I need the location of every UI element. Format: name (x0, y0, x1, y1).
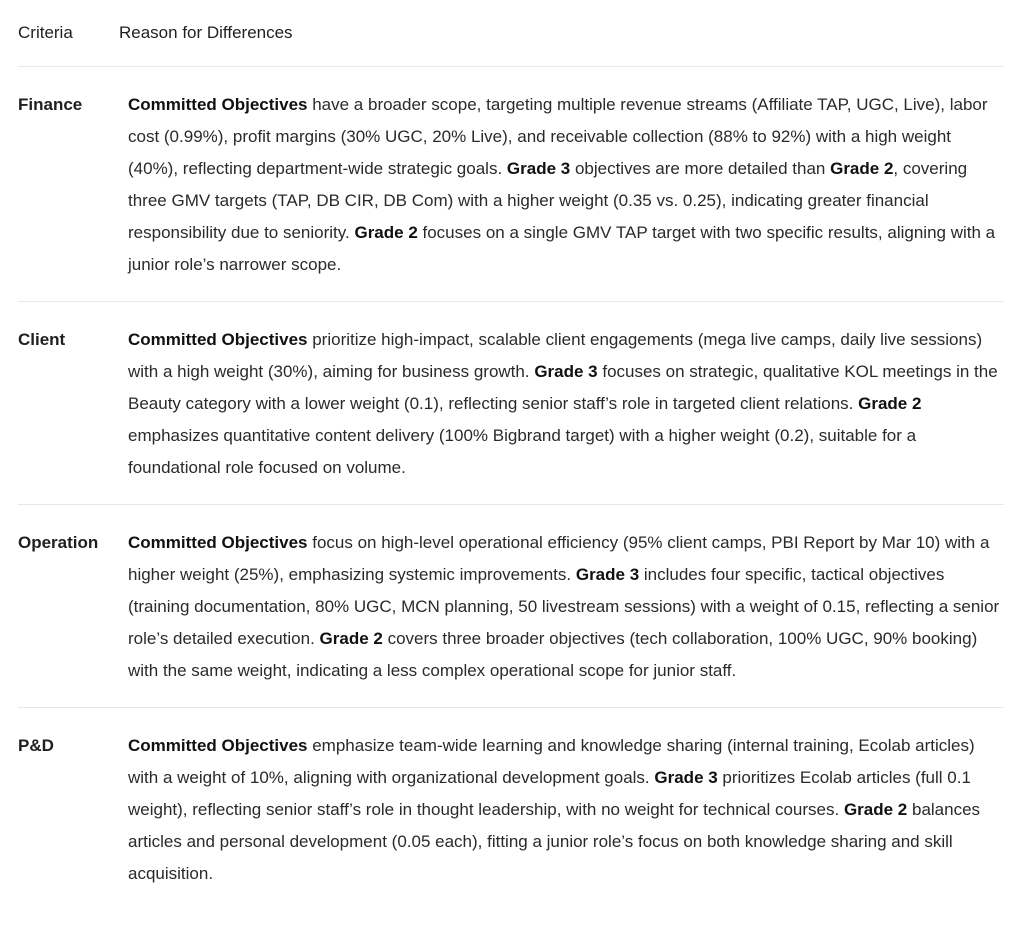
table-body (0, 67, 1024, 910)
table-row (18, 302, 1004, 505)
reason-text: focus on high-level operational efficiency (95% client camps, PBI Report by Mar 10) with a higher weight (25%), emphasizing systemic improvements. (128, 533, 990, 584)
reason-emphasis: Grade 2 (830, 159, 894, 178)
reason-text: balances articles and personal development (0.05 each), fitting a junior role’s focus on both knowledge sharing and skill acquisition. (128, 800, 981, 883)
reason-text: covers three broader objectives (tech collaboration, 100% UGC, 90% booking) with the same weight, indicating a less complex operational scope for junior staff. (128, 629, 978, 680)
reason-text: focuses on a single GMV TAP target with two specific results, aligning with a junior role’s narrower scope. (128, 223, 996, 274)
reason-text: objectives are more detailed than (570, 159, 831, 178)
reason-emphasis: Committed Objectives (128, 533, 308, 552)
reason-text: focuses on strategic, qualitative KOL meetings in the Beauty category with a lower weight (0.1), reflecting senior staff’s role in targeted client relations. (128, 362, 998, 413)
reason-emphasis: Grade 2 (354, 223, 418, 242)
reason-text: emphasize team-wide learning and knowledge sharing (internal training, Ecolab articles) with a weight of 10%, aligning with organizational development goals. (128, 736, 975, 787)
table-row (18, 67, 1004, 302)
reason-text: prioritizes Ecolab articles (full 0.1 weight), reflecting senior staff’s role in thought leadership, with no weight for technical courses. (128, 768, 971, 819)
reason-cell (128, 527, 1004, 687)
table-row (18, 708, 1004, 910)
reason-emphasis: Committed Objectives (128, 330, 308, 349)
reason-cell (128, 324, 1004, 484)
reason-emphasis: Grade 2 (858, 394, 922, 413)
table-header (18, 0, 1004, 67)
reason-text: emphasizes quantitative content delivery (100% Bigbrand target) with a higher weight (0.2), suitable for a foundational role focused on volume. (128, 426, 917, 477)
reason-column-header: Reason for Differences (119, 23, 293, 42)
reason-cell (128, 89, 1004, 281)
reason-emphasis: Grade 3 (534, 362, 598, 381)
reason-cell (128, 730, 1004, 890)
reason-emphasis: Grade 3 (575, 565, 640, 584)
criteria-cell: Operation (18, 533, 99, 552)
reason-emphasis: Committed Objectives (128, 95, 308, 114)
reason-emphasis: Grade 2 (319, 629, 383, 648)
reason-text: includes four specific, tactical objectives (training documentation, 80% UGC, MCN planning, 50 livestream sessions) with a weight of 0.15, reflecting a senior role’s detailed execution. (128, 565, 1000, 648)
table-row (18, 505, 1004, 708)
criteria-cell: Finance (18, 95, 83, 114)
criteria-cell: P&D (18, 736, 54, 755)
reason-emphasis: Committed Objectives (128, 736, 308, 755)
criteria-column-header: Criteria (18, 23, 73, 42)
reason-text: , covering three GMV targets (TAP, DB CIR, DB Com) with a higher weight (0.35 vs. 0.25), indicating greater financial responsibility due to seniority. (128, 159, 968, 242)
reason-text: have a broader scope, targeting multiple revenue streams (Affiliate TAP, UGC, Live), labor cost (0.99%), profit margins (30% UGC, 20% Live), and receivable collection (88% to 92%) with a high weight (40%), reflecting department-wide strategic goals. (128, 95, 988, 178)
reason-emphasis: Grade 3 (506, 159, 571, 178)
criteria-cell: Client (18, 330, 66, 349)
reason-emphasis: Grade 3 (654, 768, 718, 787)
reason-text: prioritize high-impact, scalable client engagements (mega live camps, daily live sessions) with a high weight (30%), aiming for business growth. (128, 330, 983, 381)
reason-emphasis: Grade 2 (843, 800, 908, 819)
